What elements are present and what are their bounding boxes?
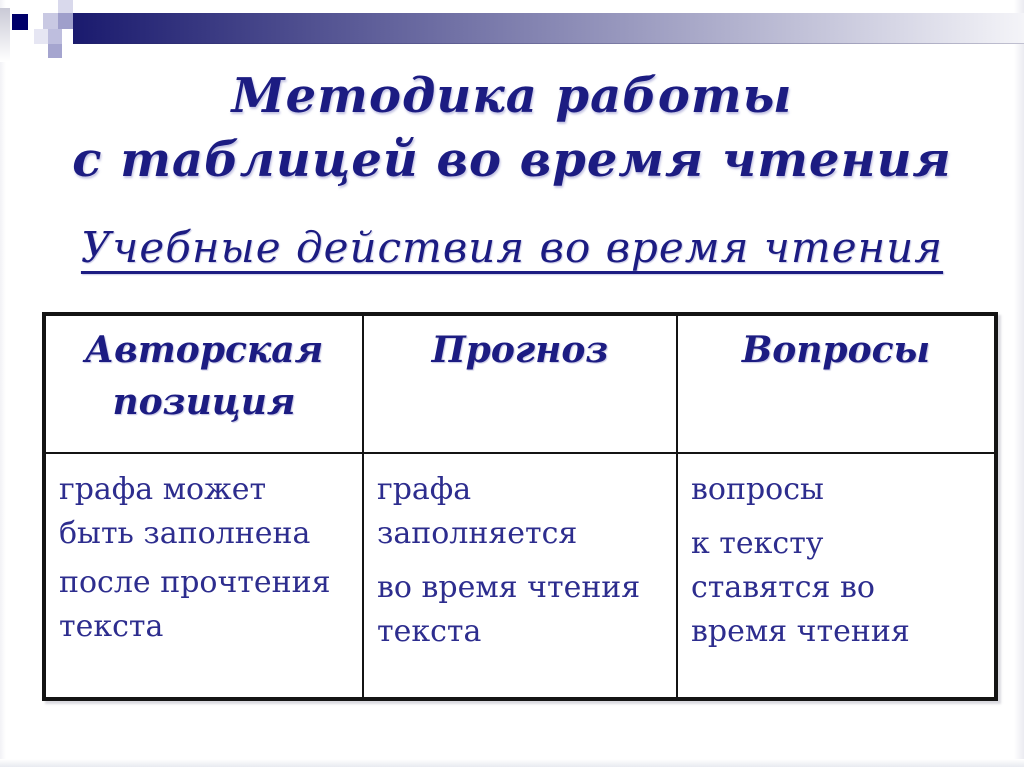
cell-line: текста (59, 609, 164, 644)
decor-square (43, 13, 58, 29)
decor-square (58, 13, 73, 29)
cell-line: во время чтения (377, 570, 641, 605)
decor-squares (0, 0, 120, 70)
page-title-line2: с таблицей во время чтения (72, 132, 952, 188)
cell-line: графа может (59, 472, 267, 507)
cell-line: быть заполнена (59, 516, 311, 551)
cell-line: к тексту (691, 526, 824, 561)
slide-edge-bottom (0, 759, 1024, 767)
decor-square (12, 14, 28, 30)
cell-line: вопросы (691, 472, 824, 507)
decor-square (58, 0, 73, 13)
cell-line: после прочтения (59, 565, 331, 600)
page-title-line1: Методика работы (231, 68, 793, 124)
top-bar (73, 13, 1024, 44)
table-cell-questions (678, 454, 994, 697)
cell-line: ставятся во (691, 570, 875, 605)
table-header-questions: Вопросы (678, 316, 994, 454)
table-cell-forecast (362, 454, 678, 697)
decor-square (48, 29, 62, 44)
page-subtitle-text: Учебные действия во время чтения (80, 223, 944, 272)
table-header-forecast: Прогноз (362, 316, 678, 454)
decor-square (48, 44, 62, 58)
decor-square (34, 29, 48, 44)
cell-line: текста (377, 614, 482, 649)
table-cell-author-position (46, 454, 362, 697)
page-title (0, 64, 1024, 192)
page-subtitle (0, 222, 1024, 274)
cell-line: время чтения (691, 614, 910, 649)
reading-actions-table (42, 312, 998, 701)
table-header-author-position: Авторская позиция (46, 316, 362, 454)
cell-line: заполняется (377, 516, 578, 551)
cell-line: графа (377, 472, 472, 507)
